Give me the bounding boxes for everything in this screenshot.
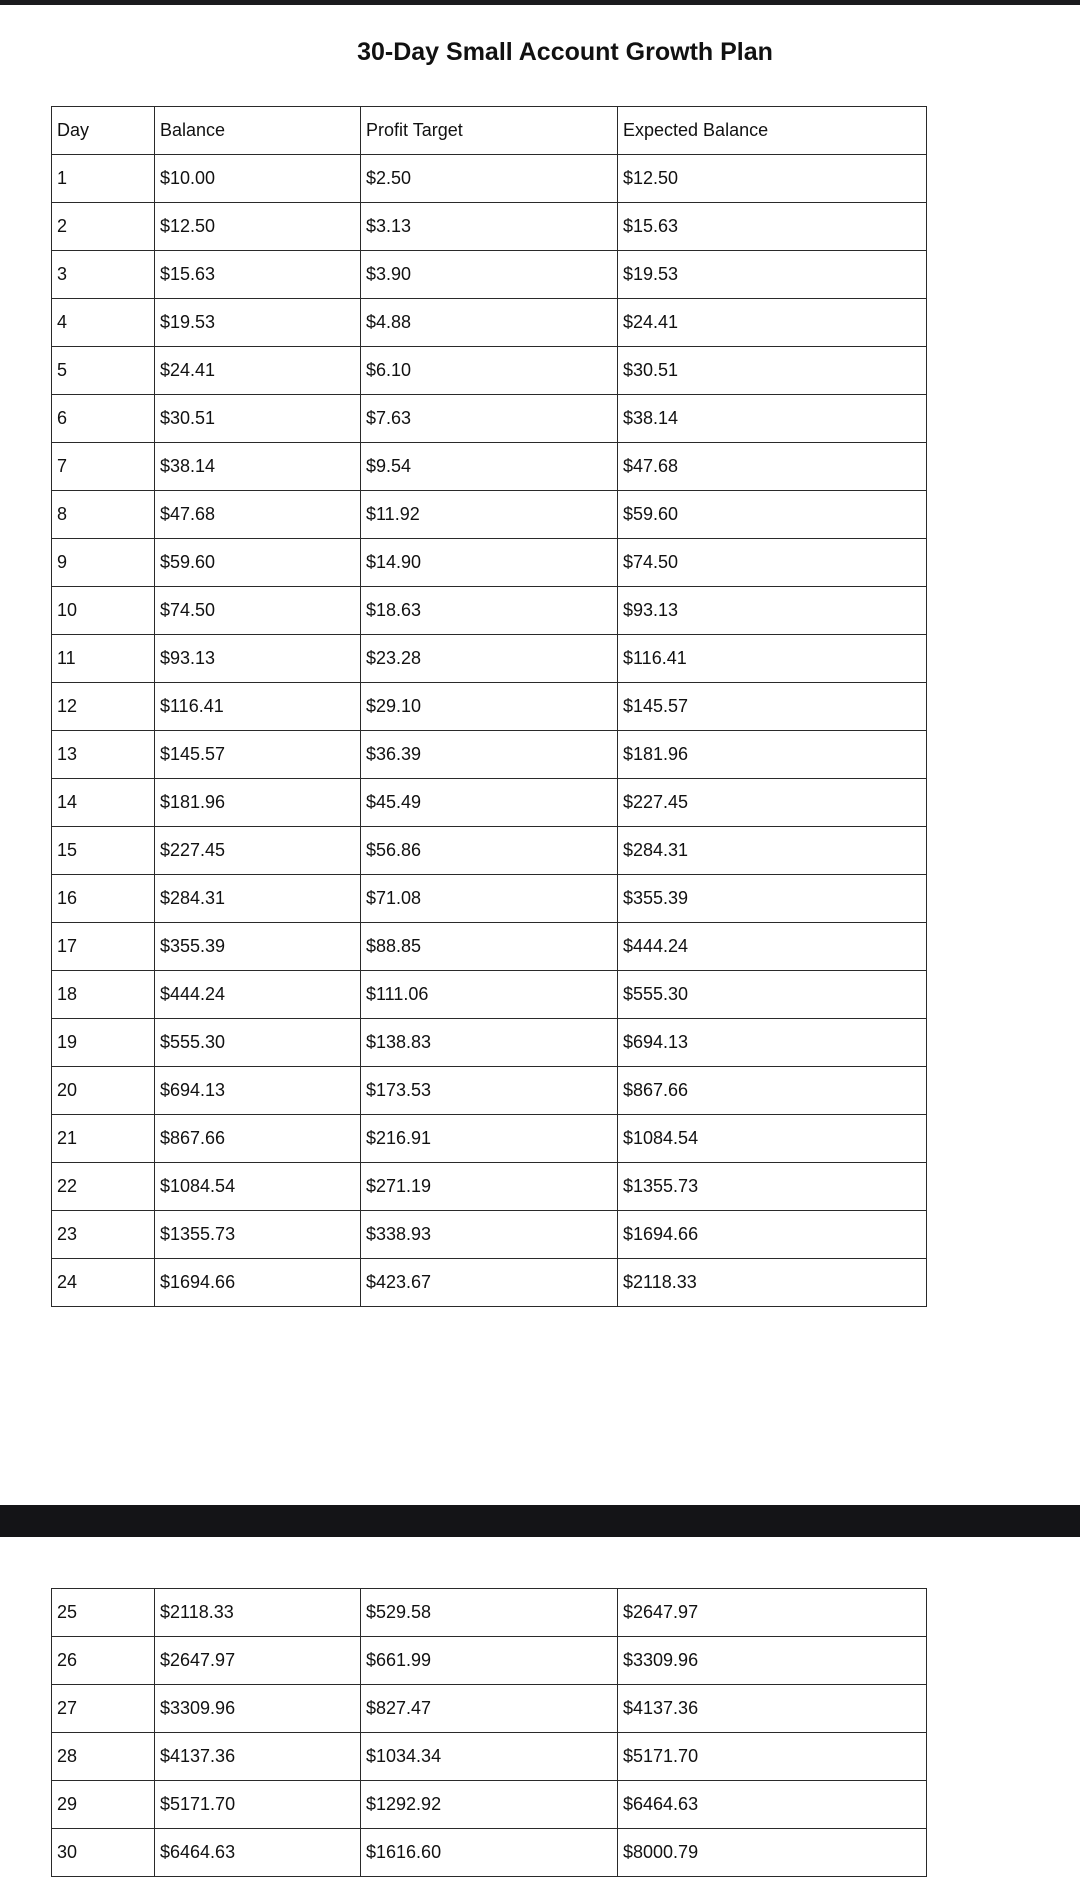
profit-target-cell: $45.49 [361,779,618,827]
balance-cell: $355.39 [155,923,361,971]
balance-cell: $2647.97 [155,1637,361,1685]
header-balance: Balance [155,107,361,155]
expected-balance-cell: $1355.73 [618,1163,927,1211]
table-row [52,491,927,539]
table-row [52,779,927,827]
day-cell: 8 [52,491,155,539]
header-profit-target: Profit Target [361,107,618,155]
page-separator [0,1505,1080,1537]
profit-target-cell: $661.99 [361,1637,618,1685]
balance-cell: $555.30 [155,1019,361,1067]
expected-balance-cell: $1694.66 [618,1211,927,1259]
profit-target-cell: $2.50 [361,155,618,203]
balance-cell: $1694.66 [155,1259,361,1307]
profit-target-cell: $23.28 [361,635,618,683]
profit-target-cell: $827.47 [361,1685,618,1733]
balance-cell: $181.96 [155,779,361,827]
day-cell: 26 [52,1637,155,1685]
table-row [52,395,927,443]
profit-target-cell: $423.67 [361,1259,618,1307]
header-expected-balance: Expected Balance [618,107,927,155]
day-cell: 2 [52,203,155,251]
profit-target-cell: $29.10 [361,683,618,731]
profit-target-cell: $1292.92 [361,1781,618,1829]
balance-cell: $444.24 [155,971,361,1019]
expected-balance-cell: $555.30 [618,971,927,1019]
expected-balance-cell: $8000.79 [618,1829,927,1877]
table-row [52,923,927,971]
balance-cell: $93.13 [155,635,361,683]
day-cell: 14 [52,779,155,827]
expected-balance-cell: $116.41 [618,635,927,683]
table-row [52,635,927,683]
profit-target-cell: $138.83 [361,1019,618,1067]
profit-target-cell: $6.10 [361,347,618,395]
balance-cell: $47.68 [155,491,361,539]
expected-balance-cell: $59.60 [618,491,927,539]
profit-target-cell: $3.90 [361,251,618,299]
table-row [52,827,927,875]
balance-cell: $10.00 [155,155,361,203]
balance-cell: $15.63 [155,251,361,299]
table-row [52,1637,927,1685]
expected-balance-cell: $2118.33 [618,1259,927,1307]
table-row [52,347,927,395]
balance-cell: $12.50 [155,203,361,251]
header-day: Day [52,107,155,155]
table-row [52,1733,927,1781]
table-row [52,683,927,731]
expected-balance-cell: $181.96 [618,731,927,779]
day-cell: 30 [52,1829,155,1877]
table-row [52,203,927,251]
day-cell: 12 [52,683,155,731]
expected-balance-cell: $355.39 [618,875,927,923]
expected-balance-cell: $145.57 [618,683,927,731]
table-row [52,299,927,347]
growth-plan-table-page-2 [51,1588,927,1877]
expected-balance-cell: $6464.63 [618,1781,927,1829]
table-row [52,1829,927,1877]
profit-target-cell: $11.92 [361,491,618,539]
profit-target-cell: $14.90 [361,539,618,587]
table-row [52,443,927,491]
expected-balance-cell: $12.50 [618,155,927,203]
balance-cell: $4137.36 [155,1733,361,1781]
expected-balance-cell: $2647.97 [618,1589,927,1637]
table-row [52,1589,927,1637]
top-border [0,0,1080,5]
profit-target-cell: $18.63 [361,587,618,635]
day-cell: 21 [52,1115,155,1163]
expected-balance-cell: $24.41 [618,299,927,347]
balance-cell: $24.41 [155,347,361,395]
balance-cell: $694.13 [155,1067,361,1115]
day-cell: 15 [52,827,155,875]
profit-target-cell: $173.53 [361,1067,618,1115]
expected-balance-cell: $74.50 [618,539,927,587]
expected-balance-cell: $5171.70 [618,1733,927,1781]
expected-balance-cell: $1084.54 [618,1115,927,1163]
table-row [52,971,927,1019]
table-row [52,587,927,635]
expected-balance-cell: $38.14 [618,395,927,443]
balance-cell: $227.45 [155,827,361,875]
day-cell: 6 [52,395,155,443]
day-cell: 11 [52,635,155,683]
profit-target-cell: $271.19 [361,1163,618,1211]
day-cell: 22 [52,1163,155,1211]
table-row [52,539,927,587]
profit-target-cell: $4.88 [361,299,618,347]
day-cell: 20 [52,1067,155,1115]
balance-cell: $3309.96 [155,1685,361,1733]
expected-balance-cell: $15.63 [618,203,927,251]
expected-balance-cell: $284.31 [618,827,927,875]
table-header-row [52,107,927,155]
balance-cell: $1084.54 [155,1163,361,1211]
table-row [52,155,927,203]
day-cell: 13 [52,731,155,779]
page-title: 30-Day Small Account Growth Plan [357,38,773,66]
profit-target-cell: $7.63 [361,395,618,443]
table-row [52,1115,927,1163]
balance-cell: $59.60 [155,539,361,587]
day-cell: 5 [52,347,155,395]
balance-cell: $116.41 [155,683,361,731]
day-cell: 3 [52,251,155,299]
day-cell: 19 [52,1019,155,1067]
balance-cell: $2118.33 [155,1589,361,1637]
day-cell: 27 [52,1685,155,1733]
profit-target-cell: $88.85 [361,923,618,971]
balance-cell: $145.57 [155,731,361,779]
balance-cell: $74.50 [155,587,361,635]
table-row [52,875,927,923]
profit-target-cell: $338.93 [361,1211,618,1259]
expected-balance-cell: $47.68 [618,443,927,491]
balance-cell: $5171.70 [155,1781,361,1829]
expected-balance-cell: $694.13 [618,1019,927,1067]
day-cell: 10 [52,587,155,635]
expected-balance-cell: $93.13 [618,587,927,635]
expected-balance-cell: $227.45 [618,779,927,827]
day-cell: 9 [52,539,155,587]
table-row [52,1781,927,1829]
day-cell: 16 [52,875,155,923]
day-cell: 17 [52,923,155,971]
day-cell: 25 [52,1589,155,1637]
balance-cell: $38.14 [155,443,361,491]
expected-balance-cell: $867.66 [618,1067,927,1115]
expected-balance-cell: $30.51 [618,347,927,395]
day-cell: 18 [52,971,155,1019]
profit-target-cell: $111.06 [361,971,618,1019]
profit-target-cell: $3.13 [361,203,618,251]
balance-cell: $30.51 [155,395,361,443]
profit-target-cell: $71.08 [361,875,618,923]
day-cell: 1 [52,155,155,203]
day-cell: 7 [52,443,155,491]
profit-target-cell: $1034.34 [361,1733,618,1781]
day-cell: 29 [52,1781,155,1829]
day-cell: 28 [52,1733,155,1781]
table-row [52,1067,927,1115]
profit-target-cell: $9.54 [361,443,618,491]
profit-target-cell: $56.86 [361,827,618,875]
profit-target-cell: $529.58 [361,1589,618,1637]
expected-balance-cell: $19.53 [618,251,927,299]
expected-balance-cell: $444.24 [618,923,927,971]
table-row [52,251,927,299]
balance-cell: $1355.73 [155,1211,361,1259]
table-row [52,1685,927,1733]
balance-cell: $19.53 [155,299,361,347]
table-row [52,1163,927,1211]
table-row [52,731,927,779]
table-row [52,1211,927,1259]
balance-cell: $6464.63 [155,1829,361,1877]
expected-balance-cell: $4137.36 [618,1685,927,1733]
day-cell: 4 [52,299,155,347]
balance-cell: $284.31 [155,875,361,923]
day-cell: 24 [52,1259,155,1307]
balance-cell: $867.66 [155,1115,361,1163]
expected-balance-cell: $3309.96 [618,1637,927,1685]
day-cell: 23 [52,1211,155,1259]
growth-plan-table-page-1 [51,106,927,1307]
profit-target-cell: $216.91 [361,1115,618,1163]
table-row [52,1259,927,1307]
table-row [52,1019,927,1067]
profit-target-cell: $1616.60 [361,1829,618,1877]
profit-target-cell: $36.39 [361,731,618,779]
